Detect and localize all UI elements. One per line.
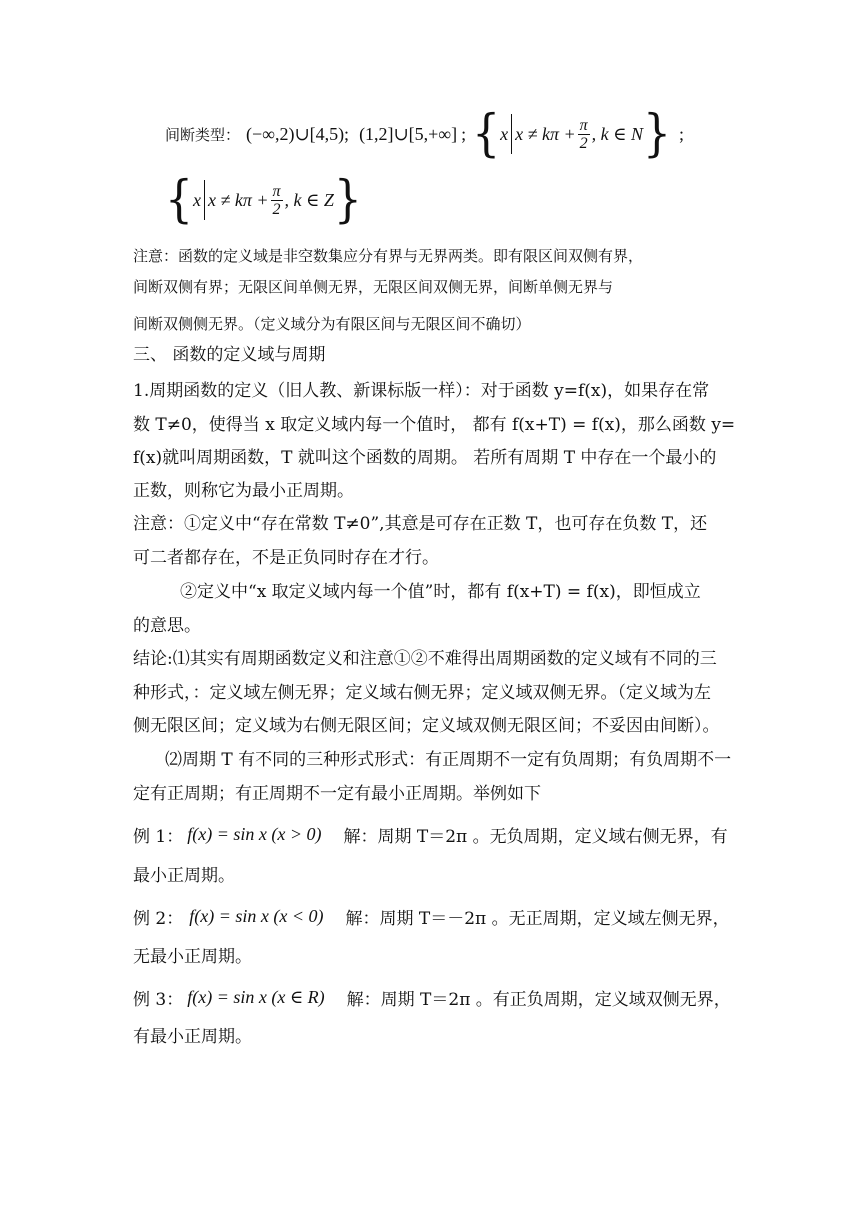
example-2-formula: f(x) = sin x (x < 0) [189,906,324,926]
section-heading-3: 三、 函数的定义域与周期 [133,345,326,365]
definition-line-d: 正数，则称它为最小正周期。 [133,481,354,501]
note1-line-c: 间断双侧侧无界。（定义域分为有限区间与无限区间不确切） [133,315,531,333]
example-3-label: 例 3： [133,990,184,1010]
note2-line-b: 可二者都存在，不是正负同时存在才行。 [133,548,439,568]
note2-line-d: 的意思。 [133,616,201,636]
example-3-line [133,985,731,1010]
right-brace: } [643,104,671,163]
conclusion-line-c: 侧无限区间；定义域为右侧无限区间；定义域双侧无限区间；不妥因由间断）。 [133,716,720,736]
set-condition-b: , k ∈ Z [284,189,334,210]
fraction-denominator: 2 [272,200,281,218]
example-3-formula: f(x) = sin x (x ∈ R) [187,987,325,1007]
example-2-label: 例 2： [133,909,184,929]
note1-line-a: 注意：函数的定义域是非空数集应分有界与无界两类。即有限区间双侧有界， [133,247,644,265]
example-2-continuation: 无最小正周期。 [133,947,252,967]
pi-over-2-fraction [578,117,590,152]
definition-line-c: f(x)就叫周期函数，T 就叫这个函数的周期。 若所有周期 T 中存在一个最小的 [133,448,717,468]
fraction-numerator: π [272,182,281,200]
set-bar [511,114,512,154]
example-1-line [133,822,728,847]
fraction-denominator: 2 [579,134,588,152]
discontinuity-types-line [165,104,685,163]
note2-line-c: ②定义中“x 取定义域内每一个值”时，都有 f(x+T) = f(x)，即恒成立 [180,582,701,602]
example-1-continuation: 最小正周期。 [133,866,235,886]
set-var: x [193,189,201,210]
example-3-solution: 解：周期 T＝2π 。有正负周期，定义域双侧无界， [346,990,731,1010]
interval-1: (−∞,2)∪[4,5); [246,123,350,144]
definition-line-b: 数 T≠0，使得当 x 取定义域内每一个值时， 都有 f(x+T) = f(x)，那么函数 y= [133,415,736,435]
definition-line-a: 1.周期函数的定义（旧人教、新课标版一样）：对于函数 y=f(x)，如果存在常 [133,381,710,401]
conclusion-line-a: 结论:⑴其实有周期函数定义和注意①②不难得出周期函数的定义域有不同的三 [133,649,717,669]
fraction-numerator: π [579,116,588,134]
example-1-formula: f(x) = sin x (x > 0) [187,824,322,844]
left-brace: { [472,104,501,163]
set-condition-a: x ≠ kπ + [515,123,576,144]
interval-2: (1,2]∪[5,+∞] [359,123,458,144]
example-1-label: 例 1： [133,827,184,847]
set-z-line [165,170,362,229]
right-brace: } [333,170,362,229]
discontinuity-label: 间断类型： [165,125,241,144]
conclusion-line-d: ⑵周期 T 有不同的三种形式形式：有正周期不一定有负周期；有负周期不一 [165,750,732,770]
note2-line-a: 注意：①定义中“存在常数 T≠0”,其意是可存在正数 T，也可存在负数 T，还 [133,514,708,534]
conclusion-line-b: 种形式，：定义域左侧无界；定义域右侧无界；定义域双侧无界。（定义域为左 [133,683,711,703]
line-end: ; [679,123,685,144]
set-condition-b: , k ∈ N [591,123,643,144]
example-2-line [133,904,730,929]
pi-over-2-fraction [271,183,283,218]
set-condition-a: x ≠ kπ + [208,189,269,210]
set-bar [204,180,205,220]
separator: ; [461,123,467,144]
set-var: x [500,123,509,144]
example-1-solution: 解：周期 T＝2π 。无负周期，定义域右侧无界，有 [343,827,728,847]
left-brace: { [165,170,193,229]
conclusion-line-e: 定有正周期；有正周期不一定有最小正周期。举例如下 [133,784,541,804]
example-2-solution: 解：周期 T＝－2π 。无正周期，定义域左侧无界， [345,909,730,929]
note1-line-b: 间断双侧有界；无限区间单侧无界，无限区间双侧无界，间断单侧无界与 [133,278,614,296]
example-3-continuation: 有最小正周期。 [133,1027,252,1047]
